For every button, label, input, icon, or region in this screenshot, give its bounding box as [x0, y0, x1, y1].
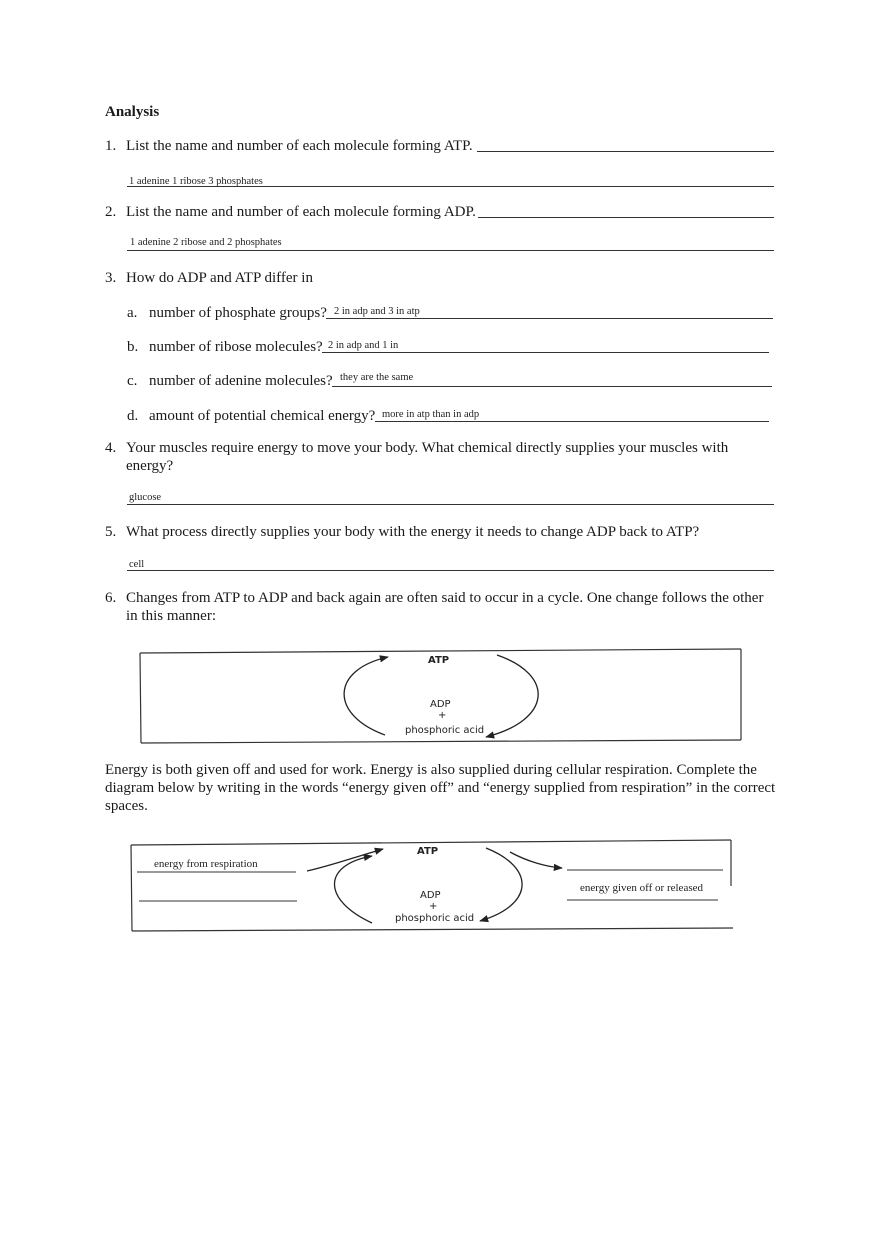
- arrow-out-energy-given-off: [510, 852, 562, 868]
- answer-q1[interactable]: 1 adenine 1 ribose 3 phosphates: [129, 176, 263, 187]
- section-heading: Analysis: [105, 104, 160, 120]
- arrow-left-curve-2: [335, 856, 373, 923]
- answer-q4[interactable]: glucose: [129, 492, 162, 503]
- part-text: number of ribose molecules?: [149, 339, 323, 355]
- question-number: 6.: [105, 590, 117, 606]
- question-text: List the name and number of each molecule forming ATP.: [126, 138, 473, 154]
- part-letter: a.: [127, 305, 138, 321]
- label-adp-2: ADP: [420, 890, 441, 901]
- instruction-paragraph: Energy is both given off and used for work. Energy is also supplied during cellular respiration. Complete the diagram below by writing in the words “energy given off” and “energy supplied from respiration” in the correct spaces.: [105, 762, 776, 814]
- answer-q3a[interactable]: 2 in adp and 3 in atp: [334, 306, 420, 317]
- question-text: Changes from ATP to ADP and back again are often said to occur in a cycle. One change follows the other in this manner:: [126, 590, 764, 624]
- label-phosphoric-acid: phosphoric acid: [405, 725, 485, 736]
- question-number: 4.: [105, 440, 117, 456]
- question-text: How do ADP and ATP differ in: [126, 270, 313, 286]
- label-atp-2: ATP: [417, 846, 439, 857]
- answer-q5[interactable]: cell: [129, 559, 145, 570]
- part-text: amount of potential chemical energy?: [149, 408, 376, 424]
- question-number: 1.: [105, 138, 117, 154]
- arrow-right-curve: [486, 655, 538, 737]
- label-plus-2: +: [429, 901, 438, 912]
- arrow-left-curve: [344, 657, 388, 735]
- part-letter: d.: [127, 408, 139, 424]
- part-letter: b.: [127, 339, 139, 355]
- question-number: 5.: [105, 524, 117, 540]
- question-text: What process directly supplies your body with the energy it needs to change ADP back to ATP?: [126, 524, 700, 540]
- question-number: 2.: [105, 204, 117, 220]
- answer-q2[interactable]: 1 adenine 2 ribose and 2 phosphates: [130, 237, 282, 248]
- question-number: 3.: [105, 270, 117, 286]
- part-text: number of adenine molecules?: [149, 373, 333, 389]
- part-text: number of phosphate groups?: [149, 305, 327, 321]
- answer-q3d[interactable]: more in atp than in adp: [382, 409, 480, 420]
- question-text: Your muscles require energy to move your body. What chemical directly supplies your muscles with energy?: [126, 440, 729, 474]
- label-adp: ADP: [430, 699, 451, 710]
- question-text: List the name and number of each molecule forming ADP.: [126, 204, 476, 220]
- label-plus: +: [438, 710, 447, 721]
- answer-q3c[interactable]: they are the same: [340, 372, 414, 383]
- answer-energy-given-off[interactable]: energy given off or released: [580, 882, 703, 894]
- label-atp: ATP: [428, 655, 450, 666]
- answer-q3b[interactable]: 2 in adp and 1 in: [328, 340, 399, 351]
- part-letter: c.: [127, 373, 138, 389]
- arrow-right-curve-2: [480, 848, 522, 921]
- answer-energy-from-respiration[interactable]: energy from respiration: [154, 858, 258, 870]
- label-phosphoric-acid-2: phosphoric acid: [395, 913, 475, 924]
- arrow-in-from-respiration: [307, 849, 383, 871]
